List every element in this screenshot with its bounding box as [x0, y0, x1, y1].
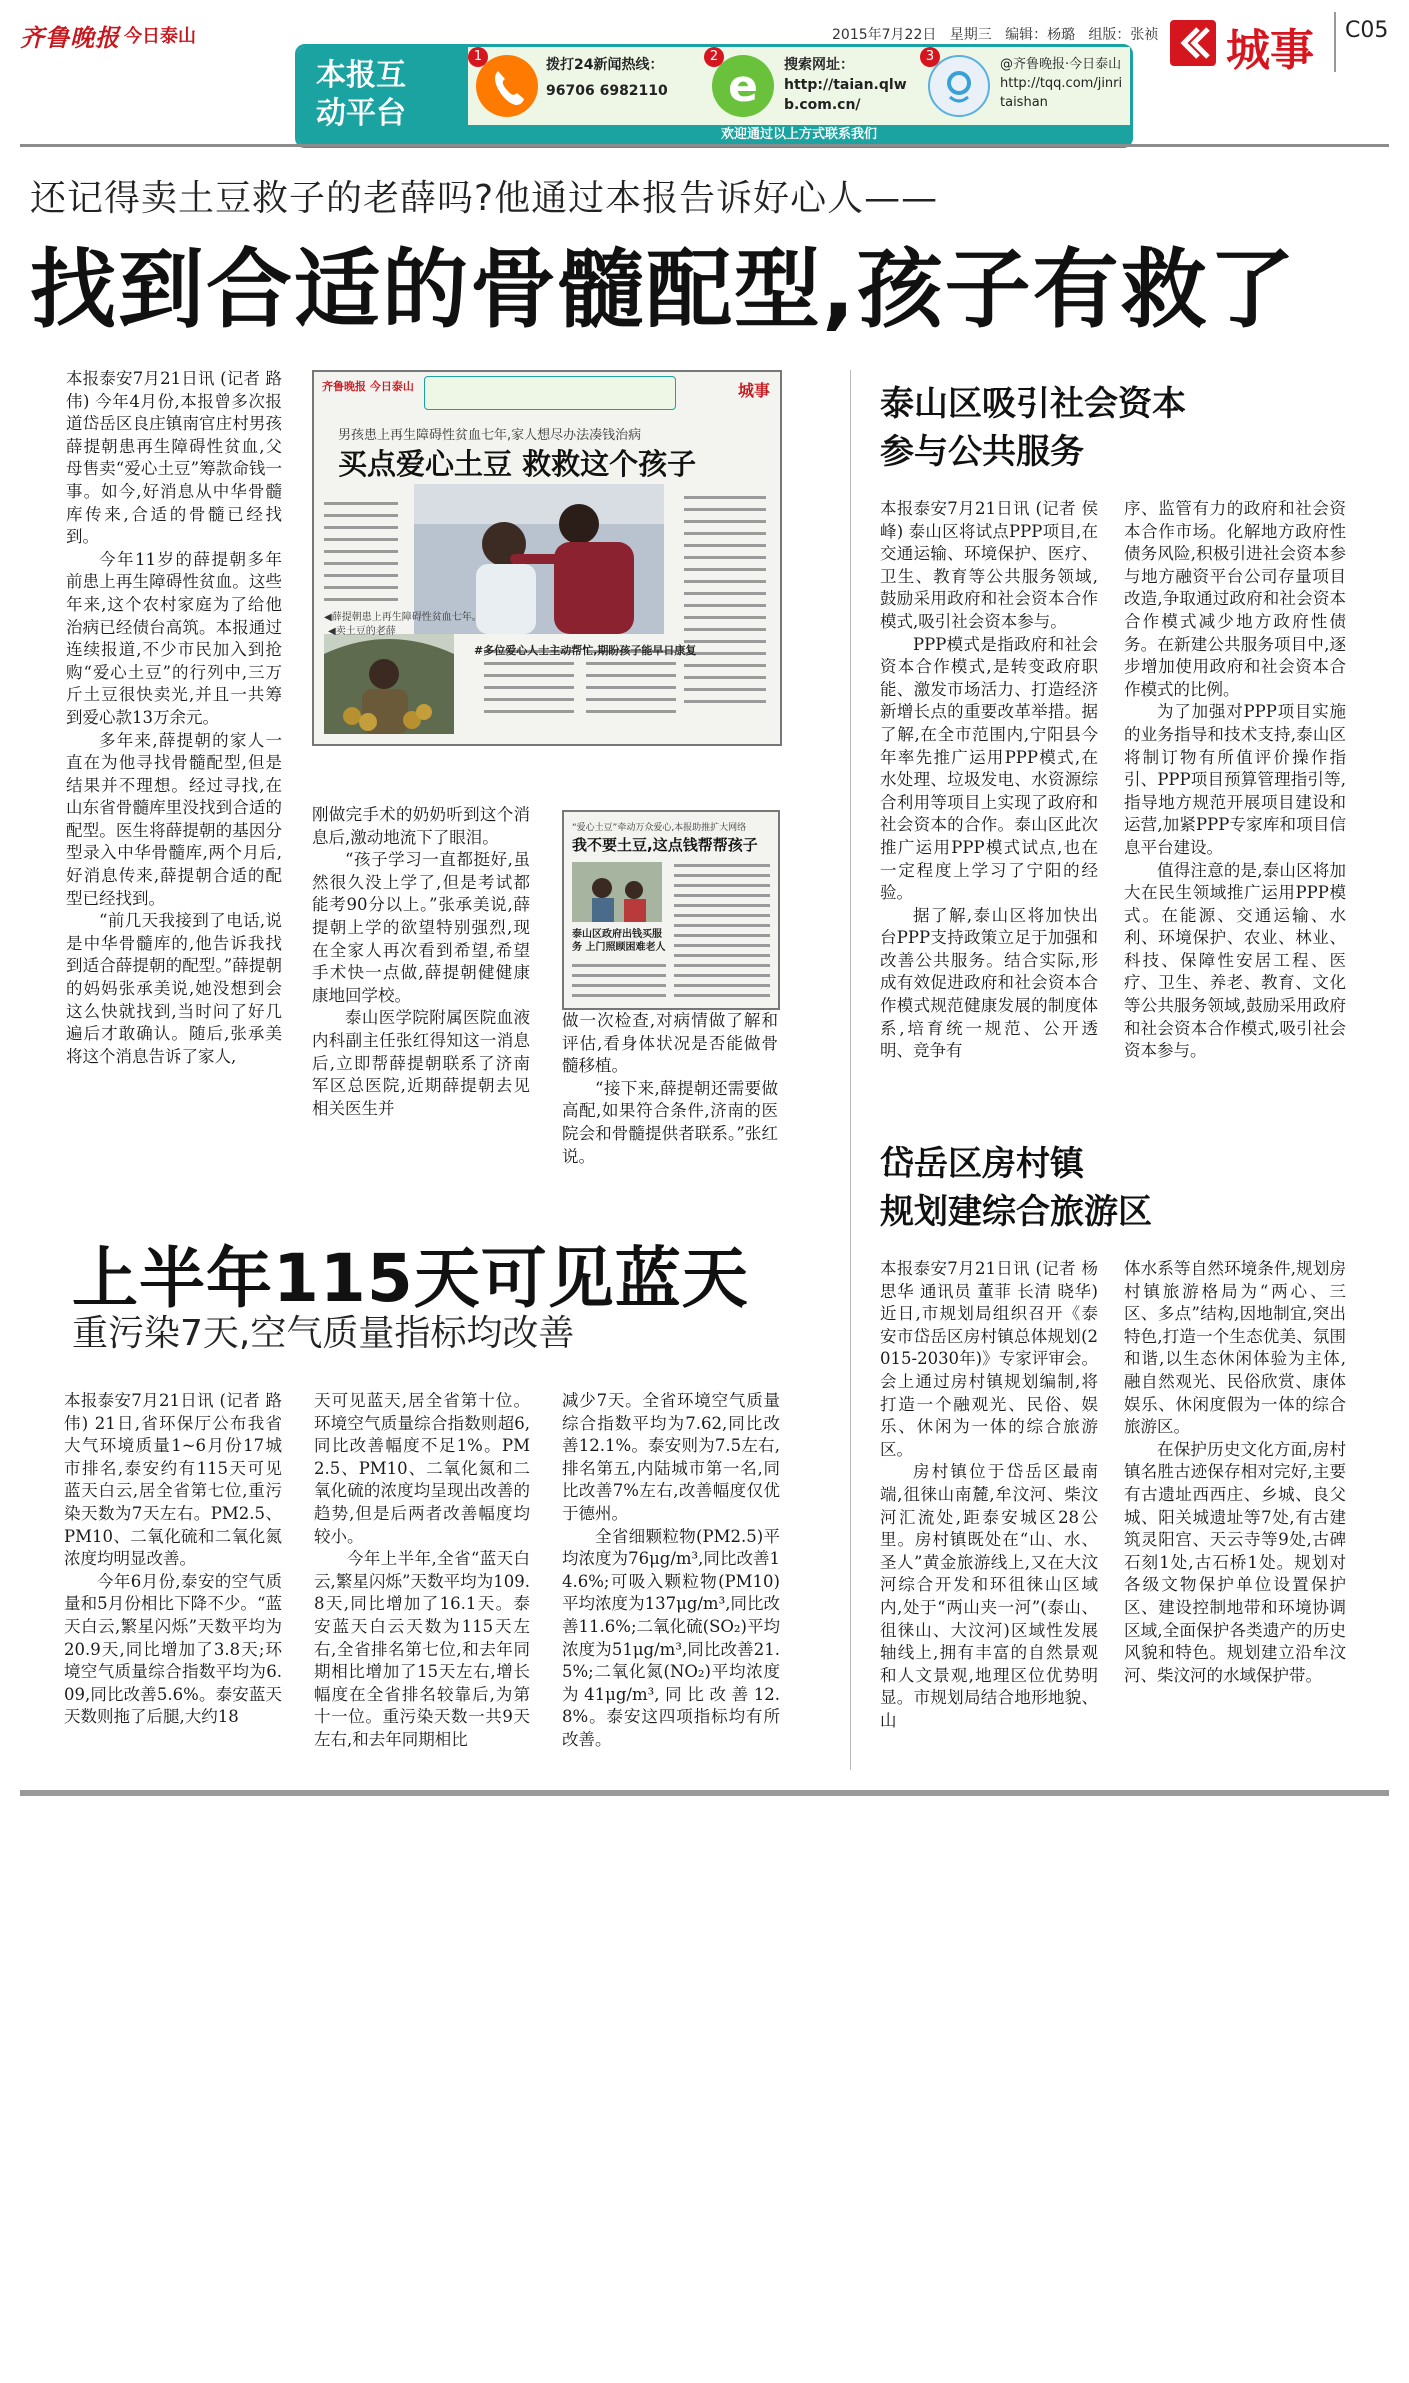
issue-date: 2015年7月22日 [832, 27, 937, 43]
phone-icon [476, 55, 538, 117]
tourism-paragraph: 体水系等自然环境条件,规划房村镇旅游格局为“两心、三区、多点”结构,因地制宜,突出特色,打造一个生态优美、氛围和谐,以生态休闲体验为主体,融自然观光、民俗欣赏、康体娱乐、休闲度假为一体的综合旅游区。 [1124, 1259, 1346, 1437]
clipping-subheadline: #多位爱心人士主动帮忙,期盼孩子能早日康复 [474, 644, 697, 657]
clipping-kicker: 男孩患上再生障碍性贫血七年,家人想尽办法凑钱治病 [338, 428, 642, 443]
interaction-banner [295, 44, 1133, 148]
clipping-caption-2: ◀卖土豆的老薛 [328, 626, 396, 637]
lead-headline: 找到合适的骨髓配型,孩子有救了 [30, 240, 1297, 340]
clipping-headline: 买点爱心土豆 救救这个孩子 [338, 447, 697, 481]
air-paragraph: 天可见蓝天,居全省第十位。环境空气质量综合指数则超6,同比改善幅度不足1%。PM2.5、PM10、二氧化氮和二氧化硫的浓度均呈现出改善的趋势,但是后两者改善幅度均较小。 [314, 1391, 530, 1546]
lead-paragraph: “孩子学习一直都挺好,虽然很久没上学了,但是考试都能考90分以上。”张承美说,薛提朝上学的欲望特别强烈,现在全家人再次看到希望,希望手术快一点做,薛提朝健健康康地回学校。 [312, 850, 530, 1005]
tourism-title-line1: 岱岳区房村镇 [880, 1144, 1084, 1184]
editor-credit: 编辑：杨璐 [1005, 27, 1076, 43]
lead-paragraph: 今年11岁的薛提朝多年前患上再生障碍性贫血。这些年来,这个农村家庭为了给他治病已经债台高筑。本报通过连续报道,不少市民加入到抢购“爱心土豆”的行列中,三万斤土豆很快卖光,并且一共筹到爱心款13万余元。 [66, 549, 282, 727]
ppp-paragraph: 值得注意的是,泰山区将加大在民生领域推广运用PPP模式。在能源、交通运输、水利、环境保护、农业、林业、科技、保障性安居工程、医疗、卫生、养老、教育、文化等公共服务领域,鼓励采用政府和社会资本合作模式,吸引社会资本参与。 [1124, 860, 1346, 1061]
ppp-paragraph: 据了解,泰山区将加快出台PPP支持政策立足于加强和改善公共服务。结合实际,形成有效促进政府和社会资本合作模式规范健康发展的制度体系,培育统一规范、公开透明、竞争有 [880, 905, 1098, 1061]
ppp-paragraph: PPP模式是指政府和社会资本合作模式,是转变政府职能、激发市场活力、打造经济新增长点的重要改革举措。据了解,在全市范围内,宁阳县今年率先推广运用PPP模式,在水处理、垃圾发电、水资源综合利用等项目上实现了政府和社会资本的合作。泰山区此次推广运用PPP模式试点,也在一定程度上学习了宁阳的经验。 [880, 634, 1098, 903]
inset-photo-caption: 泰山区政府出钱买服务 上门照顾困难老人 [572, 929, 666, 953]
edition-name: 今日泰山 [124, 26, 196, 47]
air-paragraph: 全省细颗粒物(PM2.5)平均浓度为76μg/m³,同比改善14.6%;可吸入颗粒物(PM10)平均浓度为137μg/m³,同比改善11.6%;二氧化硫(SO₂)平均浓度为51μg/m³,同比改善21.5%;二氧化氮(NO₂)平均浓度为41μg/m³,同比改善12.8%。泰安这四项指标均有所改善。 [562, 1526, 780, 1749]
air-paragraph: 减少7天。全省环境空气质量综合指数平均为7.62,同比改善12.1%。泰安则为7.5左右,排名第五,内陆城市第一名,同比改善7%左右,改善幅度仅优于德州。 [562, 1391, 780, 1523]
banner-contact-strip [468, 47, 1130, 125]
weibo-block [1000, 55, 1126, 112]
step-2-badge: 2 [704, 47, 724, 67]
ppp-paragraph: 序、监管有力的政府和社会资本合作市场。化解地方政府性债务风险,积极引进社会资本参与地方融资平台公司存量项目改造,争取通过政府和社会资本合作模式减少地方政府性债务。在新建公共服务项目中,逐步增加使用政府和社会资本合作模式的比例。 [1124, 499, 1346, 699]
lead-paragraph: 泰山医学院附属医院血液内科副主任张红得知这一消息后,立即帮薛提朝联系了济南军区总医院,近期薛提朝去见相关医生并 [312, 1008, 530, 1118]
svg-text:e: e [728, 61, 758, 112]
weekday: 星期三 [949, 27, 992, 43]
hotline-label: 拨打24新闻热线： [546, 57, 664, 73]
column-divider [850, 370, 851, 1770]
ppp-column-2 [1124, 498, 1346, 1063]
clipping-banner [424, 376, 676, 410]
lead-paragraph: “接下来,薛提朝还需要做高配,如果符合条件,济南的医院会和骨髓提供者联系。”张红说。 [562, 1078, 778, 1166]
step-1-badge: 1 [468, 47, 488, 67]
inset-kicker: “爱心土豆”牵动万众爱心,本报助推扩大网络 [572, 823, 747, 833]
ie-browser-icon [712, 55, 774, 117]
weibo-icon [928, 55, 990, 117]
inset-headline: 我不要土豆,这点钱帮帮孩子 [572, 836, 758, 854]
ppp-paragraph: 为了加强对PPP项目实施的业务指导和技术支持,泰山区将制订物有所值评价操作指引、PPP项目预算管理指引等,指导地方规范开展项目建设和运营,加紧PPP专家库和项目信息平台建设。 [1124, 702, 1346, 857]
layout-credit: 组版：张祯 [1088, 27, 1159, 43]
clipping-caption-1: ◀薛提朝患上再生障碍性贫血七年。 [324, 612, 482, 623]
tourism-column-1 [880, 1258, 1098, 1732]
air-column-1 [64, 1390, 282, 1729]
banner-title [298, 47, 468, 145]
website-block [784, 55, 914, 115]
tourism-paragraph: 在保护历史文化方面,房村镇名胜古迹保存相对完好,主要有古遗址西西庄、乡城、良父城、阳关城遗址等7处,有古建筑灵阳宫、天云寺等9处,古碑石刻1处,古石桥1处。规划对各级文物保护单位设置保护区、建设控制地带和环境协调区域,全面保护各类遗产的历史风貌和特色。规划建立沿牟汶河、柴汶河的水域保护带。 [1124, 1439, 1346, 1685]
air-paragraph: 今年上半年,全省“蓝天白云,繁星闪烁”天数平均为109.8天,同比增加了16.1天。泰安蓝天白云天数为115天左右,全省排名第七位,和去年同期相比增加了15天左右,增长幅度在全省排名较靠后,为第十一位。重污染天数一共9天左右,和去年同期相比 [314, 1549, 530, 1749]
tourism-paragraph: 本报泰安7月21日讯 (记者 杨思华 通讯员 董菲 长清 晓华) 近日,市规划局组织召开《泰安市岱岳区房村镇总体规划(2015-2030年)》专家评审会。会上通过房村镇规划编制,将打造一个融观光、民俗、娱乐、休闲为一体的综合旅游区。 [880, 1259, 1098, 1459]
clipping-section: 城事 [737, 381, 770, 400]
inset-text-lines [674, 862, 772, 1002]
lead-paragraph: “前几天我接到了电话,说是中华骨髓库的,他告诉我找到适合薛提朝的配型。”薛提朝的妈妈张承美说,她没想到会这么快就找到,当时问了好几遍后才敢确认。随后,张承美将这个消息告诉了家人, [66, 911, 282, 1066]
website-label: 搜索网址： [784, 57, 854, 73]
weibo-url[interactable]: http://tqq.com/jinritaishan [1000, 76, 1123, 110]
footer-rule [20, 1790, 1389, 1796]
previous-report-clipping [312, 370, 782, 746]
step-3-badge: 3 [920, 47, 940, 67]
air-headline: 上半年115天可见蓝天 [72, 1240, 749, 1317]
air-column-2 [314, 1390, 530, 1752]
header-divider [1334, 12, 1336, 72]
clipping-masthead: 齐鲁晚报 今日泰山 [322, 380, 414, 393]
lead-column-2 [312, 804, 530, 1120]
tourism-column-2 [1124, 1258, 1346, 1687]
section-name: 城事 [1226, 25, 1314, 76]
air-subheadline: 重污染7天,空气质量指标均改善 [72, 1313, 575, 1354]
tourism-title [880, 1140, 1360, 1236]
inset-photo-small [572, 862, 662, 922]
lead-column-3 [562, 1010, 778, 1168]
lead-paragraph: 刚做完手术的奶奶听到这个消息后,激动地流下了眼泪。 [312, 805, 530, 847]
ppp-title-line1: 泰山区吸引社会资本 [880, 384, 1186, 424]
ppp-column-1 [880, 498, 1098, 1063]
banner-title-line1: 本报互 [316, 58, 406, 93]
tourism-title-line2: 规划建综合旅游区 [880, 1192, 1152, 1232]
lead-paragraph: 做一次检查,对病情做了解和评估,看身体状况是否能做骨髓移植。 [562, 1011, 778, 1076]
ppp-title [880, 380, 1360, 476]
lead-paragraph: 多年来,薛提朝的家人一直在为他寻找骨髓配型,但是结果并不理想。经过寻找,在山东省骨髓库里没找到合适的配型。医生将薛提朝的基因分型录入中华骨髓库,两个月后,好消息传来,薛提朝合适的配型已经找到。 [66, 730, 282, 908]
page-number: C05 [1345, 18, 1389, 43]
banner-footer: 欢迎通过以上方式联系我们 [468, 125, 1130, 145]
air-column-3 [562, 1390, 780, 1752]
weibo-label: @齐鲁晚报·今日泰山 [1000, 57, 1122, 72]
newspaper-logo: 齐鲁晚报 [20, 23, 120, 52]
hotline-numbers: 96706 6982110 [546, 83, 668, 99]
header-rule [20, 144, 1389, 147]
air-paragraph: 本报泰安7月21日讯 (记者 路伟) 21日,省环保厅公布我省大气环境质量1~6月份17城市排名,泰安约有115天可见蓝天白云,居全省第七位,重污染天数为7天左右。PM2.5、PM10、二氧化硫和二氧化氮浓度均明显改善。 [64, 1391, 282, 1569]
tourism-paragraph: 房村镇位于岱岳区最南端,徂徕山南麓,牟汶河、柴汶河汇流处,距泰安城区28公里。房村镇既处在“山、水、圣人”黄金旅游线上,又在大汶河综合开发和环徂徕山区域内,处于“两山夹一河”(泰山、徂徕山、大汶河)区域性发展轴线上,拥有丰富的自然景观和人文景观,地理区位优势明显。市规划局结合地形地貌、山 [880, 1462, 1098, 1730]
air-paragraph: 今年6月份,泰安的空气质量和5月份相比下降不少。“蓝天白云,繁星闪烁”天数平均为20.9天,同比增加了3.8天;环境空气质量综合指数平均为6.09,同比改善5.6%。泰安蓝天天数则拖了后腿,大约18 [64, 1571, 282, 1727]
lead-paragraph: 本报泰安7月21日讯 (记者 路伟) 今年4月份,本报曾多次报道岱岳区良庄镇南官庄村男孩薛提朝患再生障碍性贫血,父母售卖“爱心土豆”筹款命钱一事。如今,好消息从中华骨髓库传来,合适的骨髓已经找到。 [66, 369, 282, 547]
inset-report-clipping [562, 810, 780, 1010]
banner-title-line2: 动平台 [316, 96, 406, 131]
farmer-potato-photo [324, 634, 454, 734]
ppp-paragraph: 本报泰安7月21日讯 (记者 侯峰) 泰山区将试点PPP项目,在交通运输、环境保护、医疗、卫生、教育等公共服务领域,鼓励采用政府和社会资本合作模式,吸引社会资本参与。 [880, 499, 1098, 631]
section-label-box [1170, 14, 1330, 76]
lead-kicker: 还记得卖土豆救子的老薛吗?他通过本报告诉好心人—— [30, 178, 939, 219]
inset-text-lines-2 [572, 962, 668, 1002]
ppp-title-line2: 参与公共服务 [880, 432, 1084, 472]
chevron-left-icon [1170, 20, 1220, 70]
website-url[interactable]: http://taian.qlwb.com.cn/ [784, 77, 907, 113]
lead-column-1 [66, 368, 282, 1068]
hotline-block [546, 55, 668, 101]
header-meta [832, 24, 1158, 44]
